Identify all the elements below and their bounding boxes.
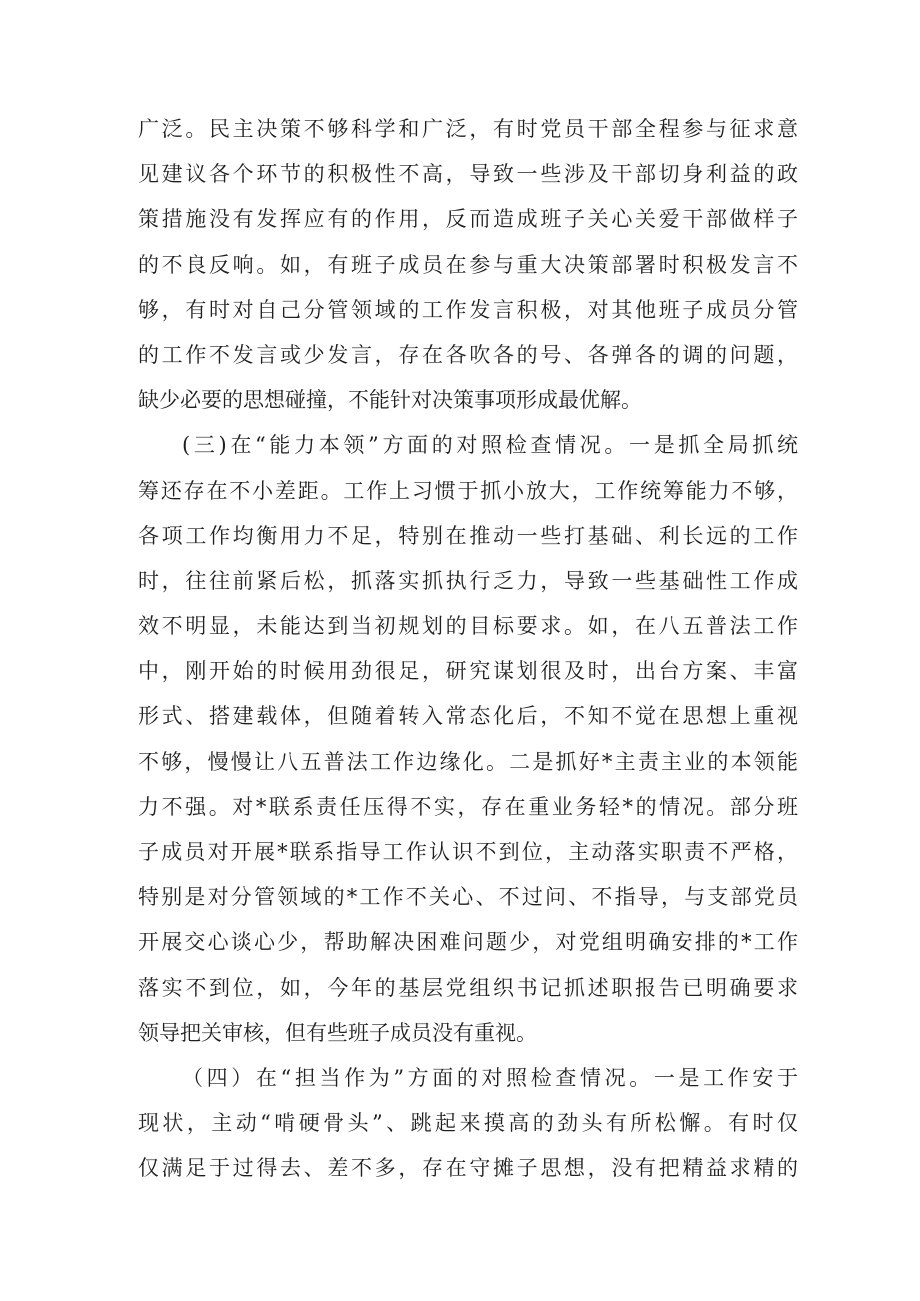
text-line: 的不良反响。如，有班子成员在参与重大决策部署时积极发言不 (138, 252, 798, 277)
text-line: 各项工作均衡用力不足，特别在推动一些打基础、利长远的工作 (138, 523, 798, 548)
text-line: 策措施没有发挥应有的作用，反而造成班子关心关爱干部做样子 (138, 207, 798, 232)
text-line: 不够，慢慢让八五普法工作边缘化。二是抓好*主责主业的本领能 (138, 749, 798, 774)
text-line: 形式、搭建载体，但随着转入常态化后，不知不觉在思想上重视 (138, 704, 798, 729)
section-heading-line: (三)在“能力本领”方面的对照检查情况。一是抓全局抓统 (182, 433, 798, 458)
text-line: 特别是对分管领域的*工作不关心、不过问、不指导，与支部党员 (138, 885, 798, 910)
text-line: 见建议各个环节的积极性不高，导致一些涉及干部切身利益的政 (138, 162, 798, 187)
text-line: 开展交心谈心少，帮助解决困难问题少，对党组明确安排的*工作 (138, 930, 798, 955)
text-line: 落实不到位，如，今年的基层党组织书记抓述职报告已明确要求 (138, 975, 798, 1000)
text-line: 领导把关审核，但有些班子成员没有重视。 (138, 1020, 537, 1045)
text-line: 中，刚开始的时候用劲很足，研究谋划很及时，出台方案、丰富 (138, 659, 798, 684)
text-line: 的工作不发言或少发言，存在各吹各的号、各弹各的调的问题， (138, 342, 798, 367)
text-line: 筹还存在不小差距。工作上习惯于抓小放大，工作统筹能力不够， (138, 478, 798, 503)
section-heading-line: （四）在“担当作为”方面的对照检查情况。一是工作安于 (182, 1065, 798, 1090)
text-line: 子成员对开展*联系指导工作认识不到位，主动落实职责不严格， (138, 840, 798, 864)
text-line: 现状，主动“啃硬骨头”、跳起来摸高的劲头有所松懈。有时仅 (138, 1111, 798, 1136)
text-line: 效不明显，未能达到当初规划的目标要求。如，在八五普法工作 (138, 614, 798, 639)
body-text (138, 107, 798, 1192)
text-line: 力不强。对*联系责任压得不实，存在重业务轻*的情况。部分班 (138, 794, 798, 819)
text-line: 够，有时对自己分管领域的工作发言积极，对其他班子成员分管 (138, 297, 798, 322)
text-line: 缺少必要的思想碰撞，不能针对决策事项形成最优解。 (138, 388, 642, 413)
text-line: 时，往往前紧后松，抓落实抓执行乏力，导致一些基础性工作成 (138, 568, 798, 593)
text-line: 广泛。民主决策不够科学和广泛，有时党员干部全程参与征求意 (138, 117, 798, 141)
text-line: 仅满足于过得去、差不多，存在守摊子思想，没有把精益求精的 (138, 1156, 798, 1181)
